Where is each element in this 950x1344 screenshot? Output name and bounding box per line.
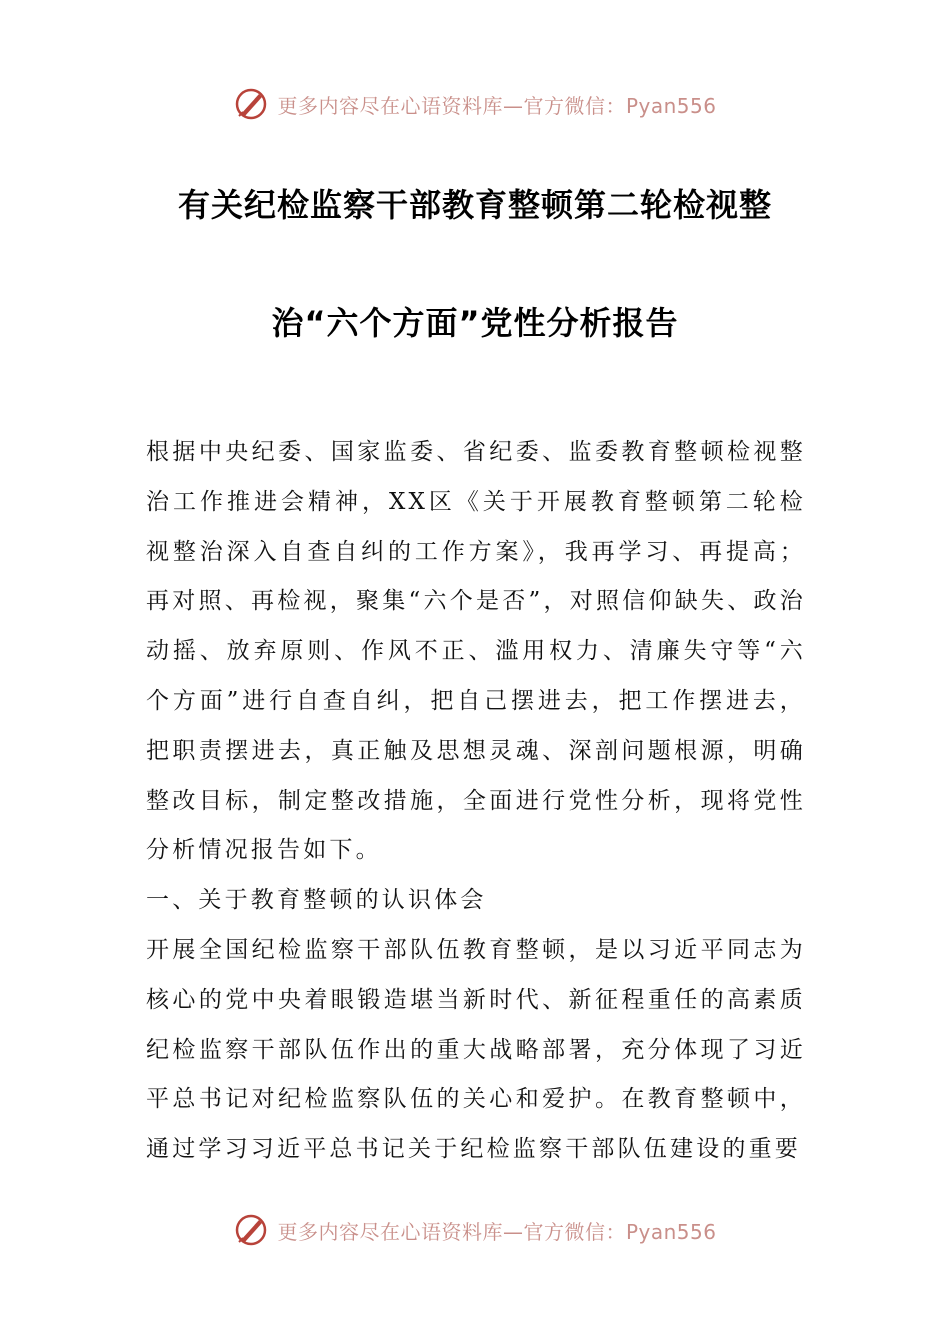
watermark-footer bbox=[0, 1210, 950, 1250]
watermark-text: 更多内容尽在心语资料库—官方微信：Pyan556 bbox=[277, 93, 717, 118]
quill-logo-icon bbox=[233, 86, 269, 122]
paragraph-intro: 根据中央纪委、国家监委、省纪委、监委教育整顿检视整治工作推进会精神，XX区《关于开展教育整顿第二轮检视整治深入自查自纠的工作方案》，我再学习、再提高；再对照、再检视，聚集“六个是否”，对照信仰缺失、政治动摇、放弃原则、作风不正、滥用权力、清廉失守等“六个方面”进行自查自纠，把自己摆进去，把工作摆进去，把职责摆进去，真正触及思想灵魂、深剖问题根源，明确整改目标，制定整改措施，全面进行党性分析，现将党性分析情况报告如下。 bbox=[146, 439, 806, 864]
document-body bbox=[146, 428, 806, 1175]
section-heading-1: 一、关于教育整顿的认识体会 bbox=[146, 887, 487, 914]
watermark-text: 更多内容尽在心语资料库—官方微信：Pyan556 bbox=[277, 1219, 717, 1244]
document-title-line-1: 有关纪检监察干部教育整顿第二轮检视整 bbox=[177, 186, 772, 224]
quill-logo-icon bbox=[233, 1212, 269, 1248]
watermark-header bbox=[0, 84, 950, 124]
document-title-line-2: 治“六个方面”党性分析报告 bbox=[271, 304, 679, 342]
paragraph-section-1: 开展全国纪检监察干部队伍教育整顿，是以习近平同志为核心的党中央着眼锻造堪当新时代、新征程重任的高素质纪检监察干部队伍作出的重大战略部署，充分体现了习近平总书记对纪检监察队伍的关心和爱护。在教育整顿中，通过学习习近平总书记关于纪检监察干部队伍建设的重要 bbox=[146, 936, 806, 1163]
